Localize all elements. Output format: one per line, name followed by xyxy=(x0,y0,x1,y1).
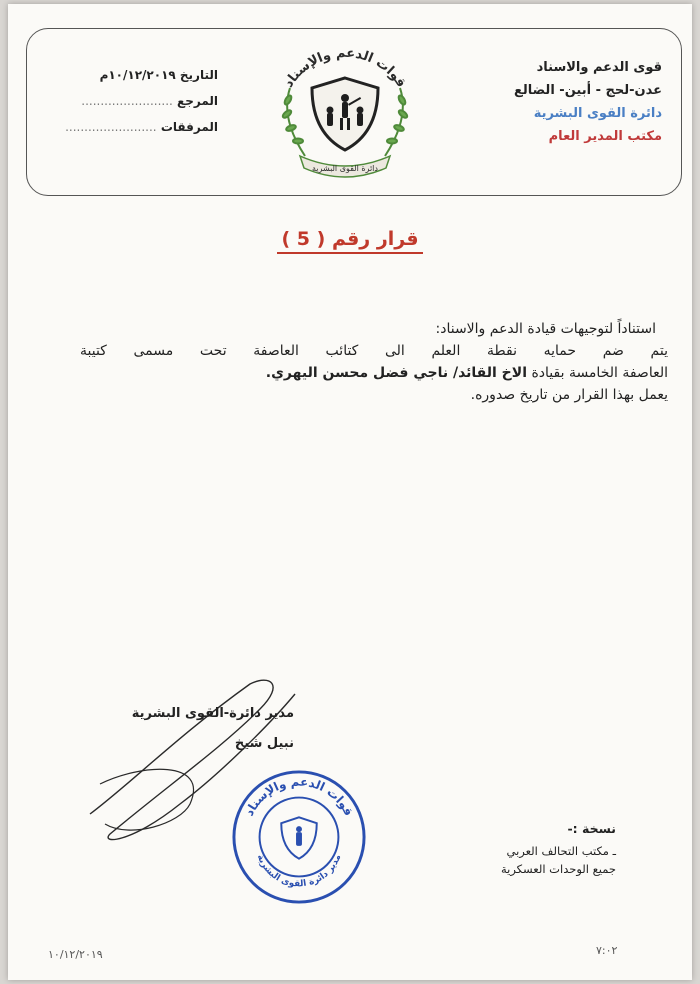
decision-title xyxy=(277,228,422,254)
org-department: دائرة القوى البشرية xyxy=(533,106,662,121)
attachments-row xyxy=(38,114,218,140)
signature-block xyxy=(104,699,294,759)
copies-heading: نسخة :- xyxy=(567,821,616,836)
copy-recipient: جميع الوحدات العسكرية xyxy=(500,862,616,876)
footer-code: ٧:٠٢ xyxy=(596,944,618,957)
logo-ribbon-text: دائرة القوى البشرية xyxy=(312,164,378,173)
reference-label: المرجع xyxy=(177,94,218,108)
signatory-title: مدير دائرة-القوى البشرية xyxy=(131,706,294,721)
attachments-dots: ........................ xyxy=(65,120,157,134)
attachments-label: المرفقات xyxy=(160,120,218,134)
body-line-basis: استناداً لتوجيهات قيادة الدعم والاسناد: xyxy=(435,321,656,337)
org-name: قوى الدعم والاسناد xyxy=(536,60,662,75)
date-value: ١٠/١٢/٢٠١٩م xyxy=(99,68,176,82)
body-line-order: يتم ضم حمايه نقطة العلم الى كتائب العاصفة تحت مسمى كتيبة xyxy=(80,343,668,359)
decision-title-wrap xyxy=(8,228,692,254)
logo-arc-text: قوات الدعم والإسناد xyxy=(281,45,409,91)
body-line-command-start: العاصفة الخامسة بقيادة xyxy=(531,365,668,381)
document-page xyxy=(8,4,692,980)
svg-text:قوات الدعم والإسناد xyxy=(242,775,356,819)
org-office: مكتب المدير العام xyxy=(548,129,662,144)
organization-block xyxy=(472,56,662,148)
body-line-effective: يعمل بهذا القرار من تاريخ صدوره. xyxy=(470,387,668,403)
stamp-outer-text: قوات الدعم والإسناد xyxy=(241,774,356,819)
stamp-inner-text: مدير دائرة القوى البشرية xyxy=(254,853,344,890)
footer-date: ١٠/١٢/٢٠١٩ xyxy=(48,948,103,961)
signatory-name: نبيل شيخ xyxy=(234,736,294,751)
meta-block xyxy=(38,62,218,140)
copy-recipient: ـ مكتب التحالف العربي xyxy=(506,844,616,858)
copies-block xyxy=(416,820,616,878)
organization-logo xyxy=(260,28,430,178)
official-stamp xyxy=(230,768,368,906)
decision-number: ( 5 ) xyxy=(281,228,326,250)
body-line-command xyxy=(80,362,668,384)
reference-row xyxy=(38,88,218,114)
date-label: التاريخ xyxy=(179,68,218,82)
commander-name: الاخ القائد/ ناجي فضل محسن اليهري. xyxy=(265,365,527,381)
reference-dots: ........................ xyxy=(81,94,173,108)
org-regions: عدن-لحج - أبين- الضالع xyxy=(513,83,662,98)
decision-title-prefix: قرار رقم xyxy=(331,228,419,250)
date-row xyxy=(38,62,218,88)
decision-body xyxy=(80,318,668,406)
